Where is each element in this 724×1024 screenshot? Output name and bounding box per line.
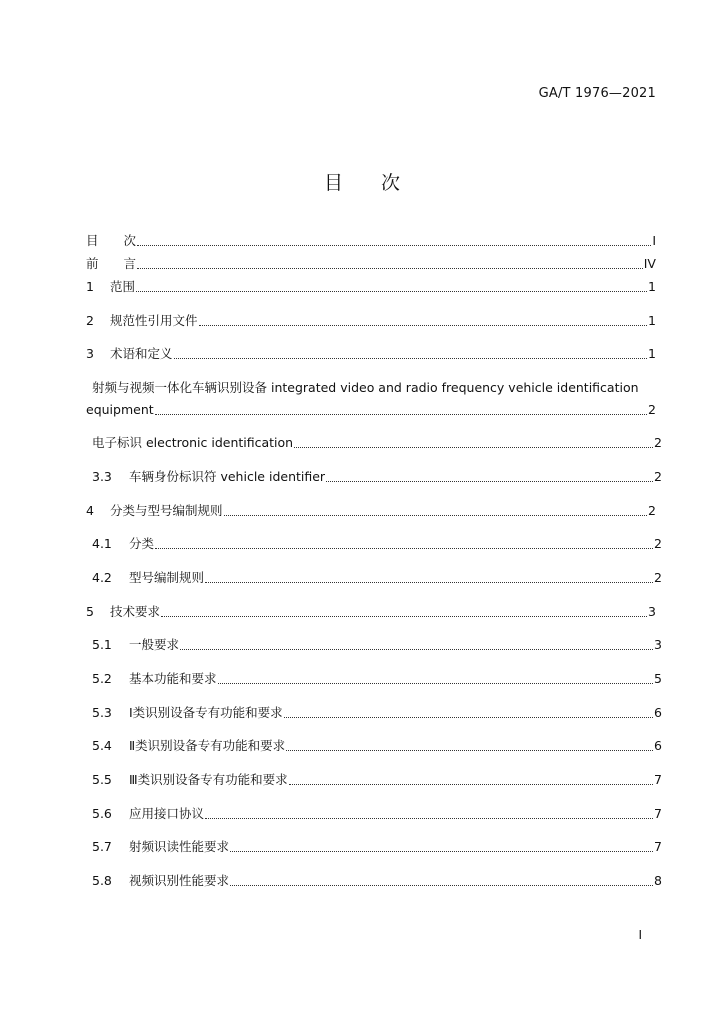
toc-number: 3.3 bbox=[92, 469, 112, 484]
toc-number: 5.5 bbox=[92, 772, 112, 787]
toc-number: 5.2 bbox=[92, 671, 112, 686]
toc-label: 基本功能和要求 bbox=[129, 671, 217, 686]
toc-entry-5-4[interactable] bbox=[86, 738, 662, 754]
toc-page: IV bbox=[643, 256, 656, 271]
toc-number: 5.3 bbox=[92, 705, 112, 720]
toc-page: 1 bbox=[648, 346, 656, 361]
toc-label: 目 次 bbox=[86, 233, 137, 248]
toc-entry-3-2[interactable] bbox=[86, 435, 662, 451]
toc-number: 5.8 bbox=[92, 873, 112, 888]
standard-code: GA/T 1976—2021 bbox=[538, 86, 656, 101]
toc-entry-5-3[interactable] bbox=[86, 705, 662, 721]
toc-leader bbox=[289, 784, 653, 785]
toc-page: 6 bbox=[654, 705, 662, 720]
toc-entry-5-6[interactable] bbox=[86, 806, 662, 822]
toc-leader bbox=[161, 616, 647, 617]
toc-leader bbox=[155, 414, 647, 415]
toc-label-line2: equipment bbox=[86, 402, 154, 417]
toc-label: 技术要求 bbox=[110, 604, 161, 619]
toc-leader bbox=[199, 325, 648, 326]
toc-label: 射频识读性能要求 bbox=[129, 839, 230, 854]
toc-number: 4.1 bbox=[92, 536, 112, 551]
page-number: I bbox=[638, 928, 642, 942]
toc-number: 4 bbox=[86, 503, 94, 518]
toc-leader bbox=[136, 291, 647, 292]
toc-label: 一般要求 bbox=[129, 637, 180, 652]
page-title: 目 次 bbox=[323, 172, 400, 194]
toc-page: 3 bbox=[654, 637, 662, 652]
toc-number: 4.2 bbox=[92, 570, 112, 585]
toc-entry-4[interactable] bbox=[86, 503, 656, 519]
toc-number: 1 bbox=[86, 279, 94, 294]
toc-leader bbox=[205, 818, 653, 819]
toc-entry-5-5[interactable] bbox=[86, 772, 662, 788]
toc-entry-4-1[interactable] bbox=[86, 536, 662, 552]
toc-leader bbox=[326, 481, 653, 482]
toc-label: 前 言 bbox=[86, 256, 137, 271]
toc-leader bbox=[284, 717, 653, 718]
toc-label: Ⅲ类识别设备专有功能和要求 bbox=[129, 772, 288, 787]
toc-number: 5.6 bbox=[92, 806, 112, 821]
toc-label: 规范性引用文件 bbox=[110, 313, 198, 328]
toc-number: 5 bbox=[86, 604, 94, 619]
toc-leader bbox=[155, 548, 653, 549]
toc-entry-4-2[interactable] bbox=[86, 570, 662, 586]
toc-page: 2 bbox=[654, 469, 662, 484]
toc-number: 3 bbox=[86, 346, 94, 361]
toc-label: 电子标识 electronic identification bbox=[92, 435, 294, 450]
toc-leader bbox=[224, 515, 648, 516]
toc-leader bbox=[294, 447, 653, 448]
toc-page: 1 bbox=[648, 279, 656, 294]
toc-entry-foreword[interactable] bbox=[86, 256, 656, 272]
toc-label: 应用接口协议 bbox=[129, 806, 205, 821]
toc-label: 术语和定义 bbox=[110, 346, 173, 361]
toc-label: Ⅱ类识别设备专有功能和要求 bbox=[129, 738, 286, 753]
toc-page: 3 bbox=[648, 604, 656, 619]
toc-leader bbox=[218, 683, 654, 684]
toc-label: Ⅰ类识别设备专有功能和要求 bbox=[129, 705, 283, 720]
toc-number: 5.4 bbox=[92, 738, 112, 753]
toc-leader bbox=[286, 750, 653, 751]
toc-label: 型号编制规则 bbox=[129, 570, 205, 585]
toc-page: 2 bbox=[648, 402, 656, 417]
toc-entry-3-3[interactable] bbox=[86, 469, 662, 485]
toc-number: 5.7 bbox=[92, 839, 112, 854]
toc-entry-5[interactable] bbox=[86, 604, 656, 620]
toc-entry-5-2[interactable] bbox=[86, 671, 662, 687]
toc-entry-3-1[interactable] bbox=[86, 380, 656, 418]
toc-label: 分类与型号编制规则 bbox=[110, 503, 223, 518]
toc-page: 7 bbox=[654, 839, 662, 854]
toc-entry-2[interactable] bbox=[86, 313, 656, 329]
toc-label: 车辆身份标识符 vehicle identifier bbox=[129, 469, 326, 484]
toc-page: 2 bbox=[648, 503, 656, 518]
toc-page: 1 bbox=[648, 313, 656, 328]
toc-leader bbox=[180, 649, 653, 650]
toc-leader bbox=[230, 851, 653, 852]
toc-label: 范围 bbox=[110, 279, 136, 294]
toc-number: 2 bbox=[86, 313, 94, 328]
toc-leader bbox=[205, 582, 653, 583]
toc-page: 2 bbox=[654, 435, 662, 450]
toc-entry-5-8[interactable] bbox=[86, 873, 662, 889]
toc-leader bbox=[174, 358, 648, 359]
toc-leader bbox=[137, 268, 643, 269]
toc-page: 7 bbox=[654, 772, 662, 787]
toc-label: 分类 bbox=[129, 536, 155, 551]
toc-leader bbox=[137, 245, 651, 246]
toc-label-line1: 射频与视频一体化车辆识别设备 integrated video and radio frequency vehicle identification bbox=[92, 380, 639, 395]
toc-entry-1[interactable] bbox=[86, 279, 656, 295]
toc-page: 2 bbox=[654, 570, 662, 585]
toc-entry-3[interactable] bbox=[86, 346, 656, 362]
toc-entry-5-7[interactable] bbox=[86, 839, 662, 855]
toc-page: 8 bbox=[654, 873, 662, 888]
toc-number: 5.1 bbox=[92, 637, 112, 652]
toc-page: 5 bbox=[654, 671, 662, 686]
toc-entry-contents[interactable] bbox=[86, 233, 656, 249]
toc-leader bbox=[230, 885, 653, 886]
toc-entry-5-1[interactable] bbox=[86, 637, 662, 653]
toc-page: I bbox=[652, 233, 656, 248]
toc-page: 2 bbox=[654, 536, 662, 551]
toc-page: 7 bbox=[654, 806, 662, 821]
toc-label: 视频识别性能要求 bbox=[129, 873, 230, 888]
toc-page: 6 bbox=[654, 738, 662, 753]
